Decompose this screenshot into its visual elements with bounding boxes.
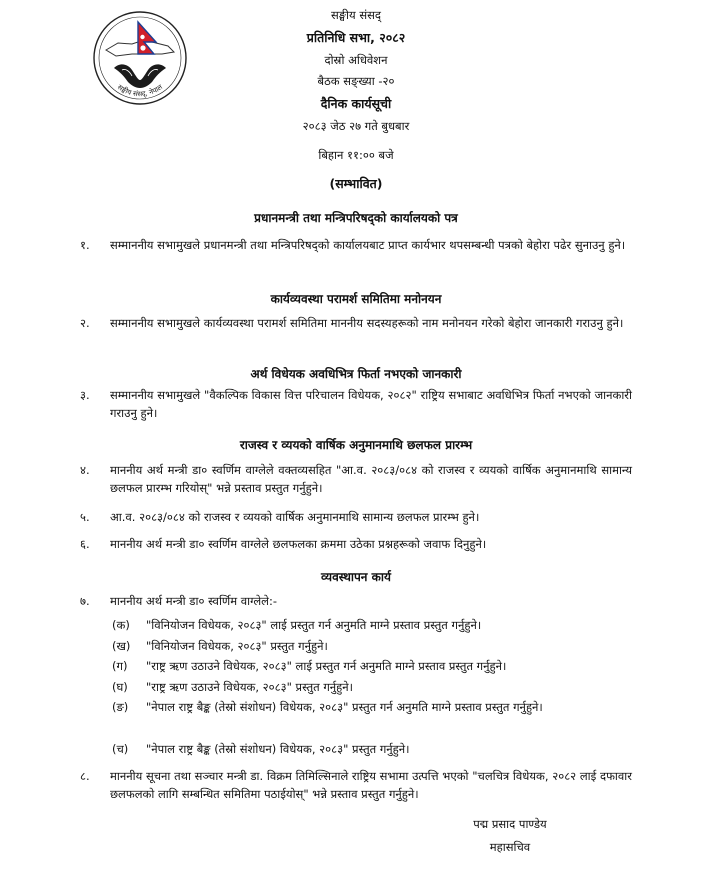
item-text: सम्माननीय सभामुखले "वैकल्पिक विकास वित्त परिचालन विधेयक, २०८२" राष्ट्रिय सभाबाट अवधिभित्र फिर्ता नभएको जानकारी गराउनु हुने। bbox=[110, 388, 632, 421]
sub-item bbox=[112, 637, 632, 655]
agenda-item bbox=[80, 508, 640, 526]
agenda-item bbox=[80, 236, 640, 254]
item-number: ५. bbox=[80, 510, 90, 524]
sub-item-text: "विनियोजन विधेयक, २०८३" प्रस्तुत गर्नुहुने। bbox=[146, 639, 328, 653]
header-date: २०८३ जेठ २७ गते बुधबार bbox=[302, 119, 410, 133]
item-number: ४. bbox=[80, 463, 90, 477]
sub-item bbox=[112, 698, 632, 716]
item-text: माननीय सूचना तथा सञ्चार मन्त्री डा. विक्रम तिमिल्सिनाले राष्ट्रिय सभामा उत्पत्ति भएको "चलचित्र विधेयक, २०८२ लाई दफावार छलफलको लागि सम्बन्धित समितिमा पठाईयोस्" भन्ने प्रस्ताव प्रस्तुत गर्नुहुने। bbox=[110, 769, 632, 802]
header-parliament: सङ्घीय संसद् bbox=[330, 8, 381, 22]
item-number: ८. bbox=[80, 769, 90, 783]
item-text: माननीय अर्थ मन्त्री डा० स्वर्णिम वाग्लेले छलफलका क्रममा उठेका प्रश्नहरूको जवाफ दिनुहुने। bbox=[110, 537, 487, 551]
agenda-item bbox=[80, 314, 640, 332]
sub-item-text: "राष्ट्र ऋण उठाउने विधेयक, २०८३" लाई प्रस्तुत गर्न अनुमति माग्ने प्रस्ताव प्रस्तुत गर्नुहुने। bbox=[146, 659, 507, 673]
section-title: अर्थ विधेयक अवधिभित्र फिर्ता नभएको जानकारी bbox=[250, 367, 462, 381]
item-text: आ.व. २०८३/०८४ को राजस्व र व्ययको वार्षिक अनुमानमाथि सामान्य छलफल प्रारम्भ हुने। bbox=[110, 510, 480, 524]
header-meeting-number: बैठक सङ्ख्या -२० bbox=[317, 74, 395, 88]
header-time: बिहान ११:०० बजे bbox=[318, 148, 394, 162]
sub-item bbox=[112, 678, 632, 696]
sub-item bbox=[112, 657, 632, 675]
sub-item-number: (ग) bbox=[112, 659, 128, 673]
header-agenda-title: दैनिक कार्यसूची bbox=[320, 96, 392, 111]
sub-item-text: "नेपाल राष्ट्र बैङ्क (तेस्रो संशोधन) विधेयक, २०८३" प्रस्तुत गर्नुहुने। bbox=[146, 742, 410, 756]
section-title: कार्यव्यवस्था परामर्श समितिमा मनोनयन bbox=[270, 292, 442, 306]
sub-item-text: "विनियोजन विधेयक, २०८३" लाई प्रस्तुत गर्न अनुमति माग्ने प्रस्ताव प्रस्तुत गर्नुहुने। bbox=[146, 618, 482, 632]
sub-item-number: (च) bbox=[112, 742, 129, 756]
signatory-name: पद्म प्रसाद पाण्डेय bbox=[473, 817, 547, 831]
item-number: ३. bbox=[80, 388, 90, 402]
sub-item-number: (ख) bbox=[112, 639, 131, 653]
agenda-item bbox=[80, 461, 640, 498]
item-number: २. bbox=[80, 316, 90, 330]
item-text: माननीय अर्थ मन्त्री डा० स्वर्णिम वाग्लेले:- bbox=[110, 594, 277, 608]
item-number: १. bbox=[80, 238, 90, 252]
agenda-item bbox=[80, 592, 640, 610]
agenda-item bbox=[80, 386, 640, 423]
item-text: माननीय अर्थ मन्त्री डा० स्वर्णिम वाग्लेले वक्तव्यसहित "आ.व. २०८३/०८४ को राजस्व र व्ययको वार्षिक अनुमानमाथि सामान्य छलफल प्रारम्भ गरियोस्" भन्ने प्रस्ताव प्रस्तुत गर्नुहुने। bbox=[110, 463, 632, 496]
sub-item-number: (ङ) bbox=[112, 700, 129, 714]
header-house: प्रतिनिधि सभा, २०८२ bbox=[306, 30, 406, 45]
item-text: सम्माननीय सभामुखले प्रधानमन्त्री तथा मन्त्रिपरिषद्‌को कार्यालयबाट प्राप्त कार्यभार थपसम्बन्धी पत्रको बेहोरा पढेर सुनाउनु हुने। bbox=[110, 238, 626, 252]
section-title: राजस्व र व्ययको वार्षिक अनुमानमाथि छलफल प्रारम्भ bbox=[239, 438, 473, 452]
section-title: प्रधानमन्त्री तथा मन्त्रिपरिषद्‌को कार्यालयको पत्र bbox=[254, 211, 458, 225]
signatory-title: महासचिव bbox=[489, 840, 531, 854]
section-title: व्यवस्थापन कार्य bbox=[321, 570, 391, 584]
emblem-ring-text: सङ्घीय संसद्, नेपाल bbox=[115, 83, 165, 99]
agenda-item bbox=[80, 767, 640, 804]
item-number: ६. bbox=[80, 537, 90, 551]
item-text: सम्माननीय सभामुखले कार्यव्यवस्था परामर्श समितिमा माननीय सदस्यहरूको नाम मनोनयन गरेको बेहोरा जानकारी गराउनु हुने। bbox=[110, 316, 624, 330]
sub-item-number: (क) bbox=[112, 618, 130, 632]
sub-item-text: "नेपाल राष्ट्र बैङ्क (तेस्रो संशोधन) विधेयक, २०८३" प्रस्तुत गर्न अनुमति माग्ने प्रस्ताव प्रस्तुत गर्नुहुने। bbox=[146, 700, 543, 714]
agenda-item bbox=[80, 535, 640, 553]
sub-item bbox=[112, 616, 632, 634]
sub-item bbox=[112, 740, 632, 758]
header-session: दोस्रो अधिवेशन bbox=[324, 53, 388, 67]
sub-item-number: (घ) bbox=[112, 680, 128, 694]
sub-item-text: "राष्ट्र ऋण उठाउने विधेयक, २०८३" प्रस्तुत गर्नुहुने। bbox=[146, 680, 354, 694]
header-tentative: (सम्भावित) bbox=[329, 176, 383, 191]
item-number: ७. bbox=[80, 594, 90, 608]
